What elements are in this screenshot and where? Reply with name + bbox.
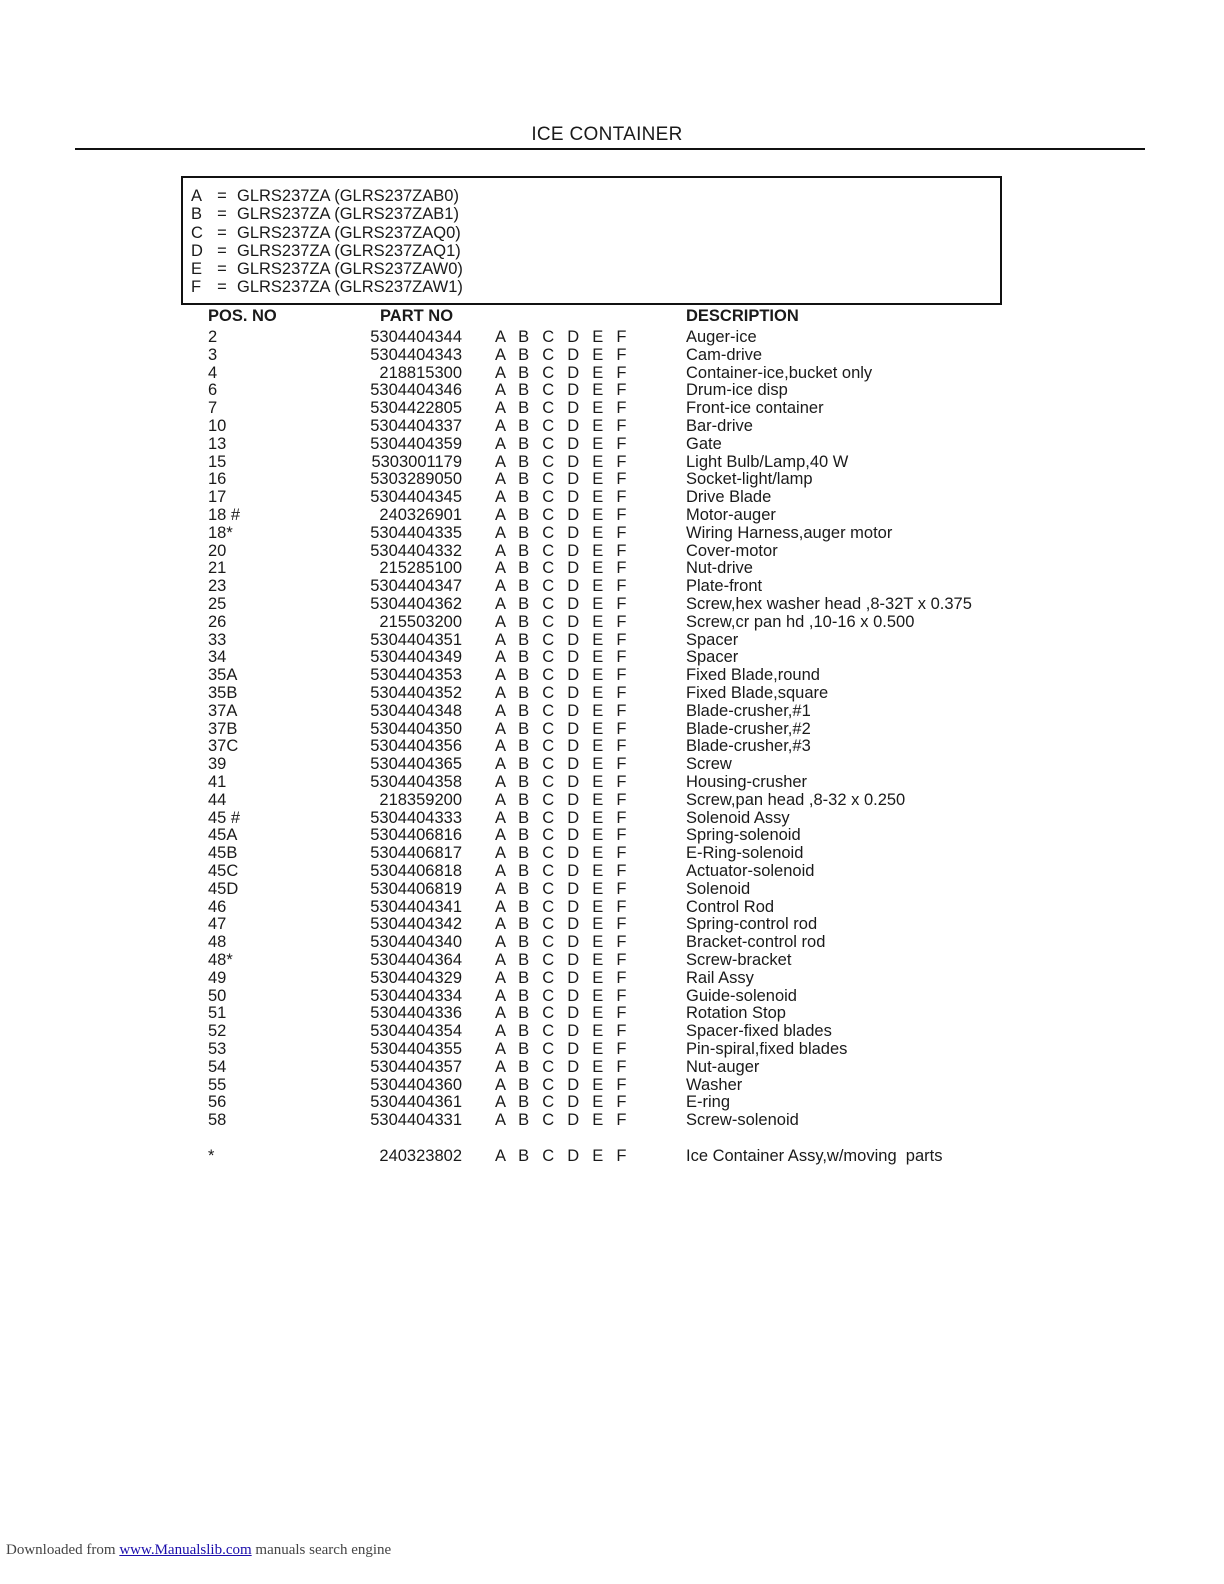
model-codes: A B C D E F — [495, 470, 627, 489]
table-row — [0, 418, 1224, 436]
table-row — [0, 667, 1224, 685]
part-no: 5304404336 — [370, 1004, 462, 1023]
part-no: 5304404346 — [370, 381, 462, 400]
model-legend-line — [191, 205, 1000, 223]
table-row — [0, 1077, 1224, 1095]
model-codes: A B C D E F — [495, 612, 627, 631]
footer-prefix: Downloaded from — [6, 1542, 120, 1558]
pos-no: 23 — [208, 577, 227, 596]
model-letter: B — [191, 205, 203, 224]
model-number: GLRS237ZA (GLRS237ZAW1) — [237, 278, 463, 297]
table-row — [0, 738, 1224, 756]
description: Screw-solenoid — [686, 1111, 799, 1130]
pos-no: 37B — [208, 719, 238, 738]
model-codes: A B C D E F — [495, 630, 627, 649]
model-codes: A B C D E F — [495, 595, 627, 613]
description: E-ring — [686, 1093, 731, 1112]
description: Rotation Stop — [686, 1004, 786, 1023]
model-equals: = — [217, 205, 227, 224]
pos-no: 6 — [208, 381, 218, 400]
table-row — [0, 525, 1224, 543]
description: Cover-motor — [686, 541, 778, 560]
model-codes: A B C D E F — [495, 577, 627, 596]
model-letter: E — [191, 260, 203, 279]
model-codes: A B C D E F — [495, 915, 627, 934]
table-row — [0, 934, 1224, 952]
description: Container-ice,bucket only — [686, 363, 873, 382]
part-no: 5304404358 — [370, 773, 462, 791]
description: Fixed Blade,square — [686, 684, 829, 702]
part-no: 5304422805 — [370, 399, 462, 418]
pos-no: 45 # — [208, 808, 241, 827]
pos-no: 18* — [208, 523, 233, 542]
part-no: 5304404337 — [370, 417, 462, 435]
table-row — [0, 916, 1224, 934]
model-codes: A B C D E F — [495, 790, 627, 809]
table-row — [0, 382, 1224, 400]
part-no: 5304404345 — [370, 488, 462, 507]
table-row — [0, 721, 1224, 739]
model-number: GLRS237ZA (GLRS237ZAB1) — [237, 205, 459, 224]
part-no: 5304404360 — [370, 1075, 462, 1094]
pos-no: 33 — [208, 630, 227, 649]
part-no: 5304404350 — [370, 719, 462, 738]
pos-no: 16 — [208, 470, 227, 489]
table-row — [0, 400, 1224, 418]
pos-no: 35B — [208, 684, 238, 702]
table-row — [0, 1041, 1224, 1059]
pos-no: 39 — [208, 755, 227, 774]
table-row — [0, 560, 1224, 578]
table-row — [0, 703, 1224, 721]
pos-no: 51 — [208, 1004, 227, 1023]
description: Bar-drive — [686, 417, 753, 435]
pos-no: 58 — [208, 1111, 227, 1130]
description: Blade-crusher,#3 — [686, 737, 811, 756]
table-row — [0, 863, 1224, 881]
description: Screw-bracket — [686, 951, 792, 969]
model-codes: A B C D E F — [495, 933, 627, 952]
model-codes: A B C D E F — [495, 684, 627, 702]
part-no: 215285100 — [379, 559, 462, 578]
pos-no: 50 — [208, 986, 227, 1005]
pos-no: 52 — [208, 1022, 227, 1041]
table-row — [0, 988, 1224, 1006]
pos-no: 49 — [208, 968, 227, 987]
part-no: 5304404353 — [370, 666, 462, 685]
table-row — [0, 756, 1224, 774]
model-number: GLRS237ZA (GLRS237ZAQ0) — [237, 223, 461, 242]
pos-no: 41 — [208, 773, 227, 791]
pos-no: 7 — [208, 399, 218, 418]
part-no: 5304404361 — [370, 1093, 462, 1112]
part-no: 5304404331 — [370, 1111, 462, 1130]
model-letter: D — [191, 241, 203, 260]
pos-no: 25 — [208, 595, 227, 613]
part-no: 5304404343 — [370, 345, 462, 364]
description: Screw,hex washer head ,8-32T x 0.375 — [686, 595, 972, 613]
description: Spring-solenoid — [686, 826, 801, 845]
model-number: GLRS237ZA (GLRS237ZAW0) — [237, 260, 463, 279]
description: Blade-crusher,#2 — [686, 719, 811, 738]
pos-no: 10 — [208, 417, 227, 435]
description: Housing-crusher — [686, 773, 808, 791]
description: Light Bulb/Lamp,40 W — [686, 452, 849, 471]
description: Nut-drive — [686, 559, 753, 578]
description: Cam-drive — [686, 345, 763, 364]
model-codes: A B C D E F — [495, 879, 627, 898]
model-letter: C — [191, 223, 203, 242]
table-row — [0, 970, 1224, 988]
part-no: 215503200 — [379, 612, 462, 631]
model-codes: A B C D E F — [495, 844, 627, 863]
part-no: 218359200 — [379, 790, 462, 809]
part-no: 240326901 — [379, 506, 462, 524]
description: Ice Container Assy,w/moving parts — [686, 1146, 943, 1165]
description: Wiring Harness,auger motor — [686, 523, 893, 542]
model-codes: A B C D E F — [495, 417, 627, 435]
table-row — [0, 596, 1224, 614]
table-row — [0, 1023, 1224, 1041]
pos-no: 3 — [208, 345, 218, 364]
pos-no: 18 # — [208, 506, 241, 524]
part-no: 5304404329 — [370, 968, 462, 987]
pos-no: 48 — [208, 933, 227, 952]
part-no: 5304404365 — [370, 755, 462, 774]
model-codes: A B C D E F — [495, 434, 627, 453]
table-row — [0, 649, 1224, 667]
description: Guide-solenoid — [686, 986, 797, 1005]
model-codes: A B C D E F — [495, 951, 627, 969]
description: Screw — [686, 755, 732, 774]
description: Auger-ice — [686, 328, 757, 346]
part-no: 5304406819 — [370, 879, 462, 898]
model-codes: A B C D E F — [495, 541, 627, 560]
pos-no: 55 — [208, 1075, 227, 1094]
description: Socket-light/lamp — [686, 470, 813, 489]
description: Solenoid Assy — [686, 808, 790, 827]
model-codes: A B C D E F — [495, 363, 627, 382]
part-no: 5304404334 — [370, 986, 462, 1005]
model-codes: A B C D E F — [495, 506, 627, 524]
part-no: 5304404354 — [370, 1022, 462, 1041]
table-row — [0, 792, 1224, 810]
pos-no: 54 — [208, 1057, 227, 1076]
table-row — [0, 436, 1224, 454]
table-row — [0, 952, 1224, 970]
table-row — [0, 827, 1224, 845]
model-codes: A B C D E F — [495, 666, 627, 685]
model-codes: A B C D E F — [495, 808, 627, 827]
model-legend-line — [191, 224, 1000, 242]
part-no: 5304406818 — [370, 862, 462, 880]
pos-no: 26 — [208, 612, 227, 631]
pos-no: 53 — [208, 1040, 227, 1058]
page-title: ICE CONTAINER — [531, 124, 683, 145]
table-row — [0, 365, 1224, 383]
model-codes: A B C D E F — [495, 381, 627, 400]
model-codes: A B C D E F — [495, 648, 627, 667]
model-legend-line — [191, 278, 1000, 296]
model-codes: A B C D E F — [495, 701, 627, 720]
model-codes: A B C D E F — [495, 488, 627, 507]
model-codes: A B C D E F — [495, 1022, 627, 1041]
table-row — [0, 881, 1224, 899]
part-no: 218815300 — [379, 363, 462, 382]
pos-no: * — [208, 1146, 215, 1165]
model-codes: A B C D E F — [495, 345, 627, 364]
pos-no: 44 — [208, 790, 227, 809]
description: Washer — [686, 1075, 743, 1094]
description: Gate — [686, 434, 722, 453]
footer-suffix: manuals search engine — [251, 1542, 392, 1558]
description: Drive Blade — [686, 488, 772, 507]
model-legend-line — [191, 242, 1000, 260]
table-row — [0, 1005, 1224, 1023]
model-codes: A B C D E F — [495, 1004, 627, 1023]
model-codes: A B C D E F — [495, 452, 627, 471]
pos-no: 35A — [208, 666, 238, 685]
model-letter: F — [191, 278, 202, 297]
table-row — [0, 685, 1224, 703]
part-no: 5304404335 — [370, 523, 462, 542]
table-row — [0, 810, 1224, 828]
table-row — [0, 845, 1224, 863]
table-row — [0, 1112, 1224, 1130]
pos-no: 37C — [208, 737, 239, 756]
description: Solenoid — [686, 879, 751, 898]
model-codes: A B C D E F — [495, 986, 627, 1005]
description: Motor-auger — [686, 506, 776, 524]
pos-no: 56 — [208, 1093, 227, 1112]
table-row — [0, 614, 1224, 632]
table-row — [0, 774, 1224, 792]
footer-link[interactable]: www.Manualslib.com — [119, 1542, 252, 1558]
model-codes: A B C D E F — [495, 328, 627, 346]
model-legend-line — [191, 187, 1000, 205]
part-no: 5304404342 — [370, 915, 462, 934]
part-no: 5304404340 — [370, 933, 462, 952]
pos-no: 45D — [208, 879, 239, 898]
description: Nut-auger — [686, 1057, 760, 1076]
part-no: 5304404332 — [370, 541, 462, 560]
model-codes: A B C D E F — [495, 1057, 627, 1076]
pos-no: 17 — [208, 488, 227, 507]
description: Rail Assy — [686, 968, 754, 987]
model-number: GLRS237ZA (GLRS237ZAB0) — [237, 187, 459, 205]
model-codes: A B C D E F — [495, 1040, 627, 1058]
part-no: 5304404352 — [370, 684, 462, 702]
description: Spring-control rod — [686, 915, 818, 934]
pos-no: 47 — [208, 915, 227, 934]
description: Spacer-fixed blades — [686, 1022, 832, 1041]
description: Drum-ice disp — [686, 381, 788, 400]
pos-no: 46 — [208, 897, 227, 916]
model-codes: A B C D E F — [495, 1111, 627, 1130]
part-no: 240323802 — [379, 1146, 462, 1165]
part-no: 5304404351 — [370, 630, 462, 649]
description: Screw,pan head ,8-32 x 0.250 — [686, 790, 906, 809]
model-equals: = — [217, 241, 227, 260]
description: Screw,cr pan hd ,10-16 x 0.500 — [686, 612, 915, 631]
model-legend-line — [191, 260, 1000, 278]
part-no: 5304404359 — [370, 434, 462, 453]
description: Spacer — [686, 648, 739, 667]
part-no: 5304404333 — [370, 808, 462, 827]
part-no: 5303289050 — [370, 470, 462, 489]
table-row — [0, 507, 1224, 525]
model-codes: A B C D E F — [495, 826, 627, 845]
description: Bracket-control rod — [686, 933, 826, 952]
part-no: 5304404364 — [370, 951, 462, 969]
description: Control Rod — [686, 897, 775, 916]
model-legend-box — [181, 176, 1002, 305]
part-no: 5303001179 — [371, 452, 462, 471]
description: Actuator-solenoid — [686, 862, 815, 880]
column-header-description: DESCRIPTION — [686, 307, 799, 325]
description: Front-ice container — [686, 399, 824, 418]
part-no: 5304404349 — [370, 648, 462, 667]
model-codes: A B C D E F — [495, 755, 627, 774]
description: Blade-crusher,#1 — [686, 701, 811, 720]
part-no: 5304406816 — [370, 826, 462, 845]
model-codes: A B C D E F — [495, 1093, 627, 1112]
pos-no: 13 — [208, 434, 227, 453]
part-no: 5304404355 — [370, 1040, 462, 1058]
table-row — [0, 543, 1224, 561]
part-no: 5304404344 — [370, 328, 462, 346]
model-codes: A B C D E F — [495, 399, 627, 418]
table-row — [0, 1148, 1224, 1166]
part-no: 5304404347 — [370, 577, 462, 596]
pos-no: 21 — [208, 559, 227, 578]
part-no: 5304404362 — [370, 595, 462, 613]
table-row — [0, 471, 1224, 489]
title-divider — [75, 148, 1145, 150]
pos-no: 45A — [208, 826, 238, 845]
model-codes: A B C D E F — [495, 862, 627, 880]
part-no: 5304404356 — [370, 737, 462, 756]
model-codes: A B C D E F — [495, 559, 627, 578]
pos-no: 20 — [208, 541, 227, 560]
table-row — [0, 1094, 1224, 1112]
pos-no: 15 — [208, 452, 227, 471]
pos-no: 45B — [208, 844, 238, 863]
table-row — [0, 489, 1224, 507]
model-number: GLRS237ZA (GLRS237ZAQ1) — [237, 241, 461, 260]
model-equals: = — [217, 187, 227, 205]
table-row — [0, 578, 1224, 596]
pos-no: 37A — [208, 701, 238, 720]
column-header-pos: POS. NO — [208, 307, 277, 325]
model-letter: A — [191, 187, 203, 205]
model-equals: = — [217, 260, 227, 279]
table-row — [0, 632, 1224, 650]
table-row — [0, 347, 1224, 365]
model-codes: A B C D E F — [495, 523, 627, 542]
model-codes: A B C D E F — [495, 1146, 627, 1165]
description: Plate-front — [686, 577, 763, 596]
model-codes: A B C D E F — [495, 719, 627, 738]
model-codes: A B C D E F — [495, 1075, 627, 1094]
model-equals: = — [217, 223, 227, 242]
description: Spacer — [686, 630, 739, 649]
description: E-Ring-solenoid — [686, 844, 804, 863]
part-no: 5304404357 — [370, 1057, 462, 1076]
part-no: 5304404341 — [370, 897, 462, 916]
table-row — [0, 1059, 1224, 1077]
pos-no: 4 — [208, 363, 218, 382]
pos-no: 48* — [208, 951, 233, 969]
part-no: 5304406817 — [370, 844, 462, 863]
table-row — [0, 329, 1224, 347]
pos-no: 2 — [208, 328, 218, 346]
footer — [6, 1542, 391, 1559]
model-codes: A B C D E F — [495, 773, 627, 791]
pos-no: 34 — [208, 648, 227, 667]
description: Fixed Blade,round — [686, 666, 820, 685]
table-row — [0, 899, 1224, 917]
part-no: 5304404348 — [370, 701, 462, 720]
model-equals: = — [217, 278, 227, 297]
description: Pin-spiral,fixed blades — [686, 1040, 848, 1058]
pos-no: 45C — [208, 862, 239, 880]
model-codes: A B C D E F — [495, 897, 627, 916]
table-row — [0, 454, 1224, 472]
model-codes: A B C D E F — [495, 737, 627, 756]
column-header-part: PART NO — [380, 307, 454, 325]
model-codes: A B C D E F — [495, 968, 627, 987]
